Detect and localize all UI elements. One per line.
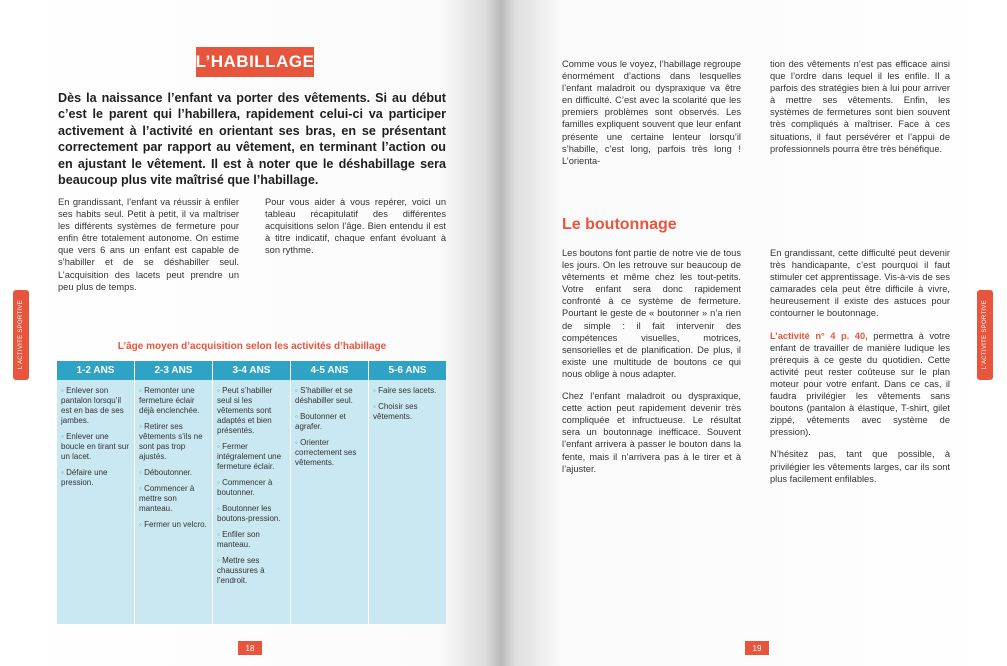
table-cell-item: ◦ S’habiller et se déshabiller seul. — [295, 386, 365, 406]
table-column — [57, 361, 135, 624]
left-column-1: En grandissant, l’enfant va réussir à enfiler ses habits seul. Petit à petit, il va maîtriser les différents systèmes de fermeture pour enfin être totalement autonome. On estime que vers 6 ans un enfant est capable de s’habiller et de se déshabiller seul. L’acquisition des lacets peut prendre un peu plus de temps. — [58, 197, 239, 292]
table-column — [135, 361, 213, 624]
page-title: L’HABILLAGE — [196, 47, 314, 77]
page-number: 18 — [238, 641, 262, 655]
table-column — [213, 361, 291, 624]
table-title: L’âge moyen d’acquisition selon les activités d’habillage — [117, 341, 387, 352]
side-tab-right — [977, 290, 993, 380]
table-cell-item: ◦ Boutonner et agrafer. — [295, 412, 365, 432]
table-cell-item: ◦ Enlever son pantalon lorsqu’il est en bas de ses jambes. — [61, 386, 131, 426]
paragraph: Chez l’enfant maladroit ou dyspraxique, cette action peut rapidement devenir très compliquée et infructueuse. Le résultat sera un boutonnage inefficace. Souvent l’enfant arrivera à passer le bouton dans la fente, mais il n’arrivera pas à le tirer et à l’ajuster. — [562, 391, 741, 474]
left-page — [0, 0, 500, 666]
table-cell-item: ◦ Faire ses lacets. — [373, 386, 443, 396]
right-column-1 — [562, 247, 741, 475]
paragraph — [770, 330, 950, 439]
table-header: 3-4 ANS — [213, 361, 290, 380]
table-column — [291, 361, 369, 624]
table-cell-item: ◦ Enlever une boucle en tirant sur un lacet. — [61, 432, 131, 462]
table-cell-item: ◦ Orienter correctement ses vêtements. — [295, 438, 365, 468]
table-cell-item: ◦ Déboutonner. — [139, 468, 209, 478]
intro-paragraph: Dès la naissance l’enfant va porter des vêtements. Si au début c’est le parent qui l’habillera, rapidement celui-ci va participer activement à l’activité en orientant ses bras, en se présentant correctement par rapport au vêtement, en terminant l’action ou en ajustant le vêtement. Il est à noter que le déshabillage sera beaucoup plus vite maîtrisé que l’habillage. — [58, 91, 446, 188]
paragraph-text: permettra à votre enfant de travailler de manière ludique les prérequis à ce geste du quotidien. Cette activité peut rester coûteuse sur le plan moteur pour votre enfant. Dans ce cas, il faudra privilégier les vêtements sans boutons (pantalon à élastique, T-shirt, gilet zippé, vêtements avec système de pression). — [770, 330, 950, 438]
acquisition-table — [57, 361, 446, 624]
side-tab-left — [13, 290, 29, 380]
table-cell-item: ◦ Défaire une pression. — [61, 468, 131, 488]
page-number: 19 — [745, 641, 769, 655]
table-column — [369, 361, 446, 624]
side-tab-label: L'ACTIVITÉ SPORTIVE — [982, 300, 988, 370]
side-tab-label: L'ACTIVITÉ SPORTIVE — [18, 300, 24, 370]
table-header: 2-3 ANS — [135, 361, 212, 380]
table-header: 5-6 ANS — [369, 361, 446, 380]
paragraph: En grandissant, cette difficulté peut devenir très handicapante, c’est pourquoi il faut stimuler cet apprentissage. Vis-à-vis de ses camarades cela peut être difficile à vivre, heureusement il existe des astuces pour contourner le boutonnage. — [770, 248, 950, 319]
table-cell-item: ◦ Retirer ses vêtements s’ils ne sont pas trop ajustés. — [139, 422, 209, 462]
table-cell-item: ◦ Mettre ses chaussures à l’endroit. — [217, 556, 287, 586]
section-title: Le boutonnage — [562, 216, 677, 233]
table-cell-item: ◦ Choisir ses vêtements. — [373, 402, 443, 422]
table-cell-item: ◦ Enfiler son manteau. — [217, 530, 287, 550]
paragraph: N’hésitez pas, tant que possible, à privilégier les vêtements larges, car ils sont plus facilement enfilables. — [770, 449, 950, 484]
table-cell-item: ◦ Commencer à mettre son manteau. — [139, 484, 209, 514]
table-cell-item: ◦ Commencer à boutonner. — [217, 478, 287, 498]
table-cell-item: ◦ Fermer intégralement une fermeture éclair. — [217, 442, 287, 472]
activity-link[interactable]: L’activité n° 4 p. 40, — [770, 330, 868, 341]
table-cell-item: ◦ Peut s’habiller seul si les vêtements sont adaptés et bien présentés. — [217, 386, 287, 436]
table-header: 1-2 ANS — [57, 361, 134, 380]
left-column-2: Pour vous aider à vous repérer, voici un tableau récapitulatif des différentes acquisitions selon l’âge. Bien entendu il est à titre indicatif, chaque enfant évoluant à son rythme. — [265, 197, 446, 256]
table-cell-item: ◦ Remonter une fermeture éclair déjà enclenchée. — [139, 386, 209, 416]
right-column-1-top: Comme vous le voyez, l’habillage regroupe énormément d’actions dans lesquelles l’enfant maladroit ou dyspraxique va être en difficulté. C’est avec la scolarité que les premiers problèmes sont observés. Les familles expliquent souvent que leur enfant présente une certaine lenteur lorsqu’il s’habille, c’est long, parfois très long ! L’orienta- — [562, 59, 741, 166]
table-header: 4-5 ANS — [291, 361, 368, 380]
right-column-2-top: tion des vêtements n’est pas efficace ainsi que l’ordre dans lequel il les enfile. Il a parfois des stratégies bien à lui pour arriver à mettre ses vêtements. Enfin, les systèmes de fermetures sont bien souvent très compliqués à maîtriser. Face à ces situations, il faut persévérer et l’appui de professionnels pourra être très bénéfique. — [770, 59, 950, 154]
table-cell-item: ◦ Boutonner les boutons-pression. — [217, 504, 287, 524]
paragraph: Les boutons font partie de notre vie de tous les jours. On les retrouve sur beaucoup de vêtements et même chez les tout-petits. Votre enfant sera donc rapidement confronté à ce système de fermeture. Pourtant le geste de « boutonner » n’a rien de simple : il fait intervenir des compétences visuelles, motrices, sensorielles et de planification. De plus, il existe une multitude de boutons ce qui nous oblige à nous adapter. — [562, 248, 741, 379]
table-cell-item: ◦ Fermer un velcro. — [139, 520, 209, 530]
right-column-2 — [770, 247, 950, 485]
